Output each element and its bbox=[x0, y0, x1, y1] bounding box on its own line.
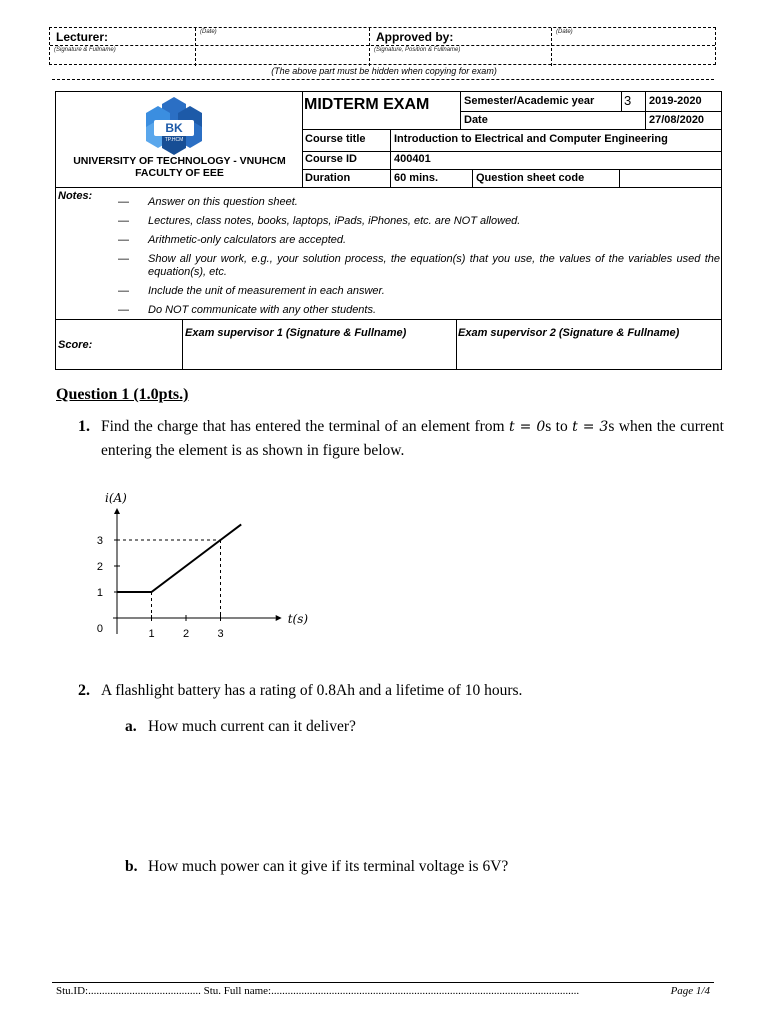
note-text: Lectures, class notes, books, laptops, iPads, iPhones, etc. are NOT allowed. bbox=[148, 215, 521, 227]
score-label: Score: bbox=[58, 339, 93, 351]
duration-label: Duration bbox=[305, 172, 351, 184]
question-sheet-code-label: Question sheet code bbox=[476, 172, 585, 184]
duration-value: 60 mins. bbox=[394, 172, 439, 184]
page-number: Page 1/4 bbox=[670, 985, 710, 997]
grid-line bbox=[456, 319, 457, 370]
x-tick-label: 1 bbox=[148, 628, 155, 640]
note-text: Include the unit of measurement in each answer. bbox=[148, 285, 385, 297]
approved-signature-note: (Signature, Position & Fullname) bbox=[374, 47, 461, 53]
exam-title: MIDTERM EXAM bbox=[304, 96, 430, 113]
y-tick-label: 3 bbox=[96, 535, 103, 547]
item-1-text-a: Find the charge that has entered the terminal of an element from bbox=[101, 418, 510, 435]
grid-line bbox=[182, 319, 183, 370]
grid-line bbox=[302, 129, 722, 130]
grid-line bbox=[472, 169, 473, 187]
note-dash: — bbox=[118, 215, 129, 227]
note-text: Answer on this question sheet. bbox=[148, 196, 298, 208]
date-label: Date bbox=[464, 114, 488, 126]
note-item bbox=[118, 285, 720, 298]
y-tick-label: 2 bbox=[96, 561, 103, 573]
note-item bbox=[118, 215, 720, 228]
lecturer-date-label: (Date) bbox=[200, 29, 217, 35]
item-1-text-c: s when the current entering the element is as shown in figure below. bbox=[101, 418, 724, 459]
university-name: UNIVERSITY OF TECHNOLOGY - VNUHCM bbox=[73, 155, 286, 167]
supervisor-2-label: Exam supervisor 2 (Signature & Fullname) bbox=[458, 327, 680, 339]
math-t0: t = 0 bbox=[509, 419, 546, 435]
note-dash: — bbox=[118, 285, 129, 297]
footer-rule bbox=[52, 982, 714, 983]
grid-line bbox=[302, 151, 722, 152]
x-axis-arrow bbox=[276, 615, 282, 621]
academic-year-value: 2019-2020 bbox=[649, 95, 702, 107]
note-text: Do NOT communicate with any other students. bbox=[148, 304, 377, 316]
approval-table bbox=[49, 27, 716, 65]
notes-label: Notes: bbox=[58, 190, 93, 202]
approved-cell bbox=[50, 28, 552, 66]
item-2-text: A flashlight battery has a rating of 0.8Ah and a lifetime of 10 hours. bbox=[101, 682, 523, 699]
logo-subtext: TP.HCM bbox=[164, 137, 184, 143]
y-axis-arrow bbox=[114, 508, 120, 514]
item-1-text-b: s to bbox=[545, 418, 573, 435]
supervisor-1-label: Exam supervisor 1 (Signature & Fullname) bbox=[185, 327, 407, 339]
page-footer bbox=[56, 985, 710, 997]
note-text: Show all your work, e.g., your solution process, the equation(s) that you use, the values of the variables used the equation(s), etc. bbox=[148, 253, 720, 278]
x-tick-label: 3 bbox=[217, 628, 224, 640]
note-dash: — bbox=[118, 196, 129, 208]
sub-item-b-text: How much power can it give if its terminal voltage is 6V? bbox=[148, 858, 509, 875]
semester-label: Semester/Academic year bbox=[464, 95, 595, 107]
item-1-text bbox=[101, 415, 724, 463]
lecturer-label: Lecturer: bbox=[56, 30, 109, 44]
course-title-value: Introduction to Electrical and Computer Engineering bbox=[394, 133, 668, 145]
note-item bbox=[118, 234, 720, 247]
notes-list bbox=[118, 196, 720, 323]
note-dash: — bbox=[118, 304, 129, 316]
math-t3: t = 3 bbox=[572, 419, 609, 435]
course-id-value: 400401 bbox=[394, 153, 431, 165]
note-dash: — bbox=[118, 253, 129, 265]
grid-line bbox=[390, 129, 391, 187]
logo-text: BK bbox=[165, 121, 183, 135]
grid-line bbox=[302, 169, 722, 170]
x-axis-label: t(s) bbox=[287, 612, 309, 626]
approved-date-label: (Date) bbox=[556, 29, 573, 35]
course-id-label: Course ID bbox=[305, 153, 357, 165]
grid-line bbox=[619, 169, 620, 187]
item-number: 2. bbox=[78, 682, 90, 699]
sub-item-label-b: b. bbox=[125, 858, 138, 875]
exam-header-table bbox=[55, 91, 722, 370]
x-tick-label-origin: 0 bbox=[96, 623, 103, 635]
cut-line bbox=[52, 79, 714, 80]
approved-by-label: Approved by: bbox=[376, 30, 454, 44]
grid-line bbox=[460, 111, 722, 112]
current-series-line bbox=[117, 524, 241, 592]
lecturer-signature-note: (Signature & Fullname) bbox=[54, 47, 116, 53]
current-time-graph bbox=[90, 488, 320, 648]
sub-item-label-a: a. bbox=[125, 718, 137, 735]
note-item bbox=[118, 253, 720, 279]
x-tick-label: 2 bbox=[182, 628, 190, 640]
question-1-title: Question 1 (1.0pts.) bbox=[56, 386, 189, 403]
sub-item-a-text: How much current can it deliver? bbox=[148, 718, 356, 735]
y-axis-label: i(A) bbox=[105, 491, 127, 505]
hidden-part-note: (The above part must be hidden when copying for exam) bbox=[271, 66, 497, 76]
note-item bbox=[118, 304, 720, 317]
course-title-label: Course title bbox=[305, 133, 366, 145]
note-item bbox=[118, 196, 720, 209]
note-dash: — bbox=[118, 234, 129, 246]
university-logo bbox=[143, 96, 205, 156]
faculty-name: FACULTY OF EEE bbox=[135, 167, 224, 179]
note-text: Arithmetic-only calculators are accepted. bbox=[148, 234, 347, 246]
student-info-line: Stu.ID:......................................... Stu. Full name:................................................................................................................ bbox=[56, 985, 580, 997]
grid-line bbox=[621, 92, 622, 111]
grid-line bbox=[56, 187, 722, 188]
semester-value: 3 bbox=[624, 93, 632, 108]
date-value: 27/08/2020 bbox=[649, 114, 705, 126]
item-number: 1. bbox=[78, 418, 90, 435]
y-tick-label: 1 bbox=[96, 587, 103, 599]
